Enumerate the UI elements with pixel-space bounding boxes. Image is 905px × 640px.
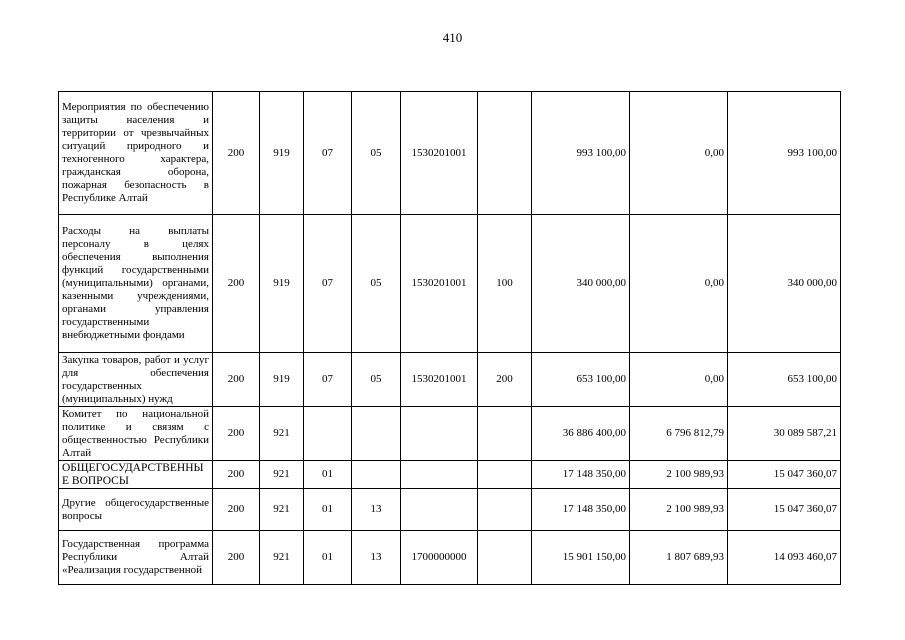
row-section: 07 — [304, 215, 352, 353]
row-name: Расходы на выплаты персоналу в целях обеспечения выполнения функций государственными (муниципальными) органами, казенными учреждениями, органами управления государственными внебюджетными фондами — [59, 215, 213, 353]
row-name: Комитет по национальной политике и связям с общественностью Республики Алтай — [59, 407, 213, 461]
row-name: Государственная программа Республики Алтай «Реализация государственной — [59, 531, 213, 585]
row-code1: 200 — [213, 489, 260, 531]
row-vr — [478, 531, 532, 585]
row-sum1: 17 148 350,00 — [532, 461, 630, 489]
row-sum2: 6 796 812,79 — [630, 407, 728, 461]
row-sum3: 30 089 587,21 — [728, 407, 841, 461]
row-sum3: 993 100,00 — [728, 92, 841, 215]
row-subsection: 05 — [352, 92, 401, 215]
table-row — [59, 353, 841, 407]
row-sum2: 2 100 989,93 — [630, 489, 728, 531]
row-sum3: 14 093 460,07 — [728, 531, 841, 585]
row-code2: 919 — [260, 92, 304, 215]
row-section: 01 — [304, 461, 352, 489]
row-section: 07 — [304, 353, 352, 407]
row-code2: 919 — [260, 215, 304, 353]
row-sum2: 1 807 689,93 — [630, 531, 728, 585]
row-sum3: 15 047 360,07 — [728, 489, 841, 531]
row-name: Другие общегосударственные вопросы — [59, 489, 213, 531]
row-sum1: 340 000,00 — [532, 215, 630, 353]
table-row — [59, 531, 841, 585]
row-sum2: 0,00 — [630, 92, 728, 215]
row-subsection — [352, 461, 401, 489]
row-target: 1530201001 — [401, 353, 478, 407]
row-target — [401, 489, 478, 531]
row-sum3: 15 047 360,07 — [728, 461, 841, 489]
row-subsection: 05 — [352, 215, 401, 353]
row-sum2: 0,00 — [630, 215, 728, 353]
row-sum2: 2 100 989,93 — [630, 461, 728, 489]
row-code1: 200 — [213, 407, 260, 461]
row-name: Закупка товаров, работ и услуг для обеспечения государственных (муниципальных) нужд — [59, 353, 213, 407]
row-vr: 200 — [478, 353, 532, 407]
row-vr — [478, 407, 532, 461]
row-vr — [478, 461, 532, 489]
budget-table — [58, 91, 841, 585]
row-code1: 200 — [213, 531, 260, 585]
table-row — [59, 461, 841, 489]
row-code2: 919 — [260, 353, 304, 407]
row-vr — [478, 489, 532, 531]
row-sum1: 36 886 400,00 — [532, 407, 630, 461]
row-sum3: 340 000,00 — [728, 215, 841, 353]
row-code1: 200 — [213, 92, 260, 215]
row-section: 01 — [304, 531, 352, 585]
row-target — [401, 461, 478, 489]
row-subsection: 05 — [352, 353, 401, 407]
row-sum1: 15 901 150,00 — [532, 531, 630, 585]
row-vr: 100 — [478, 215, 532, 353]
row-code1: 200 — [213, 215, 260, 353]
row-target: 1700000000 — [401, 531, 478, 585]
row-section: 01 — [304, 489, 352, 531]
row-section — [304, 407, 352, 461]
table-row — [59, 215, 841, 353]
row-subsection — [352, 407, 401, 461]
row-name: Мероприятия по обеспечению защиты населения и территории от чрезвычайных ситуаций природного и техногенного характера, гражданская оборона, пожарная безопасность в Республике Алтай — [59, 92, 213, 215]
row-sum1: 17 148 350,00 — [532, 489, 630, 531]
row-code1: 200 — [213, 353, 260, 407]
row-code2: 921 — [260, 489, 304, 531]
row-sum1: 993 100,00 — [532, 92, 630, 215]
row-subsection: 13 — [352, 489, 401, 531]
page-number: 410 — [442, 30, 463, 45]
row-sum2: 0,00 — [630, 353, 728, 407]
row-code2: 921 — [260, 461, 304, 489]
row-section: 07 — [304, 92, 352, 215]
row-vr — [478, 92, 532, 215]
row-subsection: 13 — [352, 531, 401, 585]
row-code2: 921 — [260, 531, 304, 585]
table-row — [59, 92, 841, 215]
row-sum1: 653 100,00 — [532, 353, 630, 407]
table-row — [59, 407, 841, 461]
row-name: ОБЩЕГОСУДАРСТВЕННЫЕ ВОПРОСЫ — [59, 461, 213, 489]
table-row — [59, 489, 841, 531]
row-target: 1530201001 — [401, 215, 478, 353]
row-target — [401, 407, 478, 461]
row-target: 1530201001 — [401, 92, 478, 215]
row-code1: 200 — [213, 461, 260, 489]
row-sum3: 653 100,00 — [728, 353, 841, 407]
row-code2: 921 — [260, 407, 304, 461]
